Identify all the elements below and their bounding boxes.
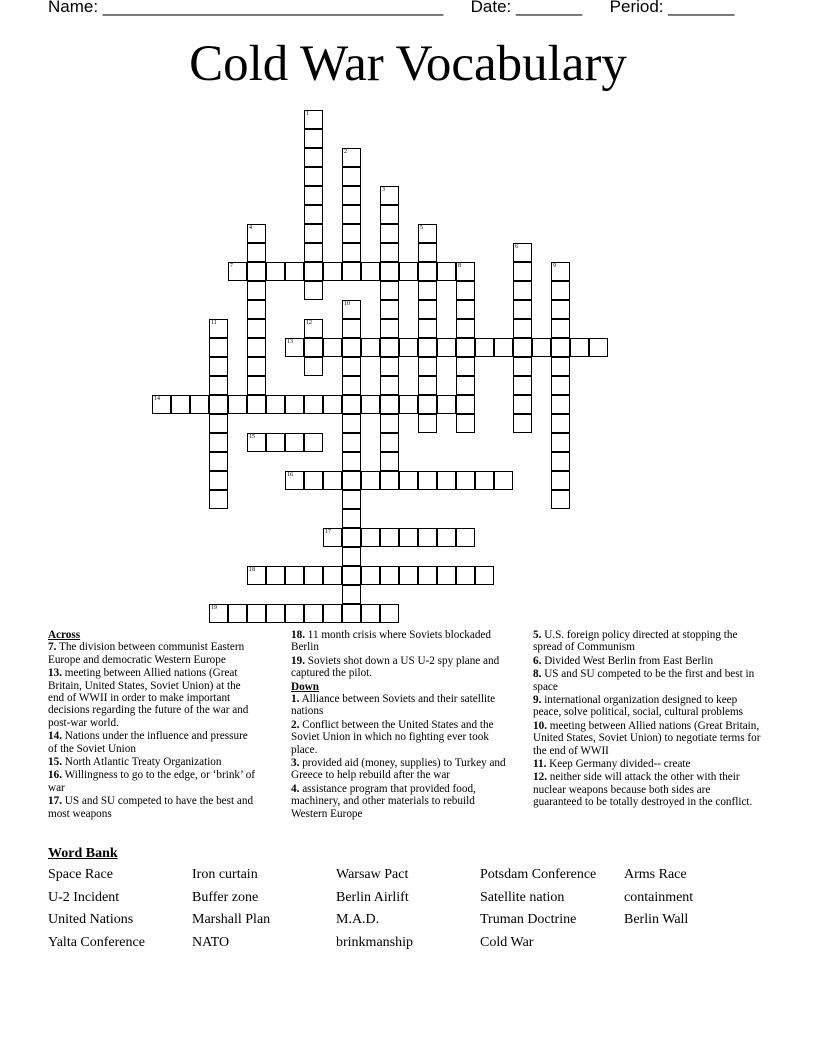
crossword-cell[interactable] xyxy=(247,338,266,357)
crossword-cell[interactable] xyxy=(399,471,418,490)
crossword-cell[interactable] xyxy=(342,585,361,604)
clue-number: 4 xyxy=(249,225,252,231)
date-field[interactable]: Date: _______ xyxy=(470,0,583,16)
crossword-cell[interactable] xyxy=(456,262,475,281)
word-bank-item: NATO xyxy=(192,934,230,950)
crossword-cell[interactable] xyxy=(342,566,361,585)
crossword-cell[interactable] xyxy=(285,566,304,585)
crossword-cell[interactable] xyxy=(418,395,437,414)
crossword-cell[interactable] xyxy=(342,186,361,205)
crossword-cell[interactable] xyxy=(266,262,285,281)
crossword-cell[interactable] xyxy=(456,376,475,395)
crossword-cell[interactable] xyxy=(494,338,513,357)
crossword-cell[interactable] xyxy=(437,395,456,414)
crossword-cell[interactable] xyxy=(513,281,532,300)
across-clue-16: 16. Willingness to go to the edge, or ‘brink’ of war xyxy=(48,769,256,794)
clue-number: 11 xyxy=(211,320,217,326)
crossword-cell[interactable] xyxy=(551,414,570,433)
word-bank-item: M.A.D. xyxy=(336,912,380,928)
crossword-cell[interactable] xyxy=(285,433,304,452)
crossword-cell[interactable] xyxy=(247,300,266,319)
word-bank-item: U-2 Incident xyxy=(48,889,120,905)
crossword-cell[interactable] xyxy=(437,566,456,585)
crossword-cell[interactable] xyxy=(380,319,399,338)
crossword-cell[interactable] xyxy=(342,357,361,376)
crossword-cell[interactable] xyxy=(285,395,304,414)
down-clue-5: 5. U.S. foreign policy directed at stopping the spread of Communism xyxy=(533,629,738,654)
crossword-cell[interactable] xyxy=(342,376,361,395)
across-clue-15: 15. North Atlantic Treaty Organization xyxy=(48,756,222,769)
crossword-cell[interactable] xyxy=(494,471,513,490)
crossword-cell[interactable] xyxy=(342,471,361,490)
clue-number: 5 xyxy=(420,225,423,231)
crossword-cell[interactable] xyxy=(342,490,361,509)
crossword-cell[interactable] xyxy=(380,395,399,414)
crossword-cell[interactable] xyxy=(418,319,437,338)
crossword-cell[interactable] xyxy=(437,528,456,547)
down-clue-10: 10. meeting between Allied nations (Great Britain, United States, Soviet Union) to negotiate terms for the end of WWII xyxy=(533,719,761,757)
crossword-cell[interactable] xyxy=(456,566,475,585)
crossword-cell[interactable] xyxy=(323,566,342,585)
crossword-cell[interactable] xyxy=(247,357,266,376)
crossword-cell[interactable] xyxy=(361,395,380,414)
crossword-cell[interactable] xyxy=(551,376,570,395)
clue-number: 3 xyxy=(382,187,385,193)
crossword-cell[interactable] xyxy=(380,224,399,243)
crossword-cell[interactable] xyxy=(323,395,342,414)
across-clue-19: 19. Soviets shot down a US U-2 spy plane and captured the pilot. xyxy=(291,654,500,680)
crossword-cell[interactable] xyxy=(551,357,570,376)
word-bank-item: brinkmanship xyxy=(336,934,413,950)
crossword-cell[interactable] xyxy=(304,357,323,376)
crossword-cell[interactable] xyxy=(209,376,228,395)
crossword-cell[interactable] xyxy=(418,566,437,585)
crossword-cell[interactable] xyxy=(209,319,228,338)
period-field[interactable]: Period: _______ xyxy=(609,0,735,16)
crossword-cell[interactable] xyxy=(342,205,361,224)
crossword-cell[interactable] xyxy=(418,281,437,300)
crossword-cell[interactable] xyxy=(399,395,418,414)
crossword-cell[interactable] xyxy=(247,604,266,623)
crossword-cell[interactable] xyxy=(418,471,437,490)
crossword-cell[interactable] xyxy=(152,395,171,414)
crossword-cell[interactable] xyxy=(342,300,361,319)
crossword-cell[interactable] xyxy=(304,167,323,186)
clue-number: 1 xyxy=(306,111,309,117)
crossword-cell[interactable] xyxy=(418,528,437,547)
crossword-cell[interactable] xyxy=(342,433,361,452)
crossword-cell[interactable] xyxy=(247,566,266,585)
clue-number: 12 xyxy=(306,320,312,326)
crossword-cell[interactable] xyxy=(380,338,399,357)
crossword-cell[interactable] xyxy=(513,395,532,414)
crossword-cell[interactable] xyxy=(304,281,323,300)
crossword-cell[interactable] xyxy=(209,414,228,433)
crossword-cell[interactable] xyxy=(323,262,342,281)
crossword-cell[interactable] xyxy=(513,300,532,319)
crossword-cell[interactable] xyxy=(380,604,399,623)
crossword-cell[interactable] xyxy=(209,490,228,509)
crossword-cell[interactable] xyxy=(551,319,570,338)
crossword-cell[interactable] xyxy=(342,319,361,338)
crossword-cell[interactable] xyxy=(228,262,247,281)
down-clue-4: 4. assistance program that provided food, machinery, and other materials to rebuild Western Europe xyxy=(291,782,476,820)
down-clue-12: 12. neither side will attack the other with their nuclear weapons because both sides are guaranteed to be totally destroyed in the conflict. xyxy=(533,771,753,809)
crossword-cell[interactable] xyxy=(513,357,532,376)
clue-number: 19 xyxy=(211,605,217,611)
crossword-cell[interactable] xyxy=(304,471,323,490)
word-bank-item: Satellite nation xyxy=(480,889,565,905)
crossword-cell[interactable] xyxy=(304,243,323,262)
word-bank-item: Potsdam Conference xyxy=(480,867,597,882)
name-field[interactable]: Name: ____________________________________ xyxy=(48,0,444,16)
crossword-cell[interactable] xyxy=(304,566,323,585)
crossword-cell[interactable] xyxy=(304,433,323,452)
crossword-cell[interactable] xyxy=(551,262,570,281)
crossword-cell[interactable] xyxy=(399,338,418,357)
crossword-cell[interactable] xyxy=(456,281,475,300)
crossword-cell[interactable] xyxy=(380,281,399,300)
word-bank-item: Berlin Wall xyxy=(624,912,689,928)
crossword-cell[interactable] xyxy=(171,395,190,414)
crossword-cell[interactable] xyxy=(209,604,228,623)
crossword-cell[interactable] xyxy=(380,300,399,319)
crossword-cell[interactable] xyxy=(418,338,437,357)
crossword-cell[interactable] xyxy=(456,300,475,319)
crossword-cell[interactable] xyxy=(456,338,475,357)
crossword-cell[interactable] xyxy=(418,376,437,395)
crossword-cell[interactable] xyxy=(380,186,399,205)
crossword-cell[interactable] xyxy=(418,262,437,281)
crossword-cell[interactable] xyxy=(513,319,532,338)
crossword-cell[interactable] xyxy=(456,528,475,547)
crossword-cell[interactable] xyxy=(266,566,285,585)
crossword-cell[interactable] xyxy=(342,167,361,186)
word-bank-item: Berlin Airlift xyxy=(336,889,409,905)
crossword-cell[interactable] xyxy=(399,566,418,585)
down-heading: Down xyxy=(291,680,319,693)
crossword-cell[interactable] xyxy=(437,471,456,490)
crossword-cell[interactable] xyxy=(513,414,532,433)
crossword-cell[interactable] xyxy=(551,300,570,319)
crossword-cell[interactable] xyxy=(380,452,399,471)
crossword-cell[interactable] xyxy=(380,376,399,395)
crossword-cell[interactable] xyxy=(418,300,437,319)
crossword-cell[interactable] xyxy=(437,262,456,281)
word-bank-item: Space Race xyxy=(48,867,113,882)
crossword-cell[interactable] xyxy=(513,262,532,281)
across-clue-14: 14. Nations under the influence and pressure of the Soviet Union xyxy=(48,730,248,755)
crossword-cell[interactable] xyxy=(342,148,361,167)
crossword-cell[interactable] xyxy=(304,224,323,243)
clue-number: 10 xyxy=(344,301,350,307)
clue-number: 17 xyxy=(325,529,331,535)
crossword-cell[interactable] xyxy=(456,414,475,433)
crossword-cell[interactable] xyxy=(513,243,532,262)
crossword-cell[interactable] xyxy=(304,604,323,623)
across-clue-7: 7. The division between communist Eastern Europe and democratic Western Europe xyxy=(48,641,245,666)
crossword-cell[interactable] xyxy=(266,433,285,452)
across-heading: Across xyxy=(48,629,81,641)
crossword-cell[interactable] xyxy=(513,376,532,395)
across-clue-13: 13. meeting between Allied nations (Great Britain, United States, Soviet Union) at the end of WWII in order to make important decisions regarding the future of the war and post-war world. xyxy=(48,667,249,729)
crossword-cell[interactable] xyxy=(209,452,228,471)
clue-number: 15 xyxy=(249,434,255,440)
crossword-cell[interactable] xyxy=(361,604,380,623)
crossword-cell[interactable] xyxy=(342,509,361,528)
crossword-cell[interactable] xyxy=(342,338,361,357)
clue-number: 8 xyxy=(458,263,461,269)
clue-number: 13 xyxy=(287,339,293,345)
across-clue-17: 17. US and SU competed to have the best and most weapons xyxy=(48,795,254,820)
crossword-cell[interactable] xyxy=(361,471,380,490)
crossword-cell[interactable] xyxy=(551,395,570,414)
clue-number: 14 xyxy=(154,396,160,402)
crossword-cell[interactable] xyxy=(323,338,342,357)
crossword-cell[interactable] xyxy=(247,224,266,243)
crossword-cell[interactable] xyxy=(304,148,323,167)
down-clue-11: 11. Keep Germany divided-- create xyxy=(533,758,691,771)
clue-number: 6 xyxy=(515,244,518,250)
crossword-cell[interactable] xyxy=(380,566,399,585)
crossword-cell[interactable] xyxy=(342,224,361,243)
crossword-cell[interactable] xyxy=(342,395,361,414)
crossword-cell[interactable] xyxy=(190,395,209,414)
crossword-cell[interactable] xyxy=(380,414,399,433)
crossword-cell[interactable] xyxy=(437,338,456,357)
crossword-cell[interactable] xyxy=(304,338,323,357)
word-bank-row xyxy=(48,935,768,958)
page-title: Cold War Vocabulary xyxy=(189,36,627,92)
crossword-cell[interactable] xyxy=(228,395,247,414)
clue-column-3 xyxy=(533,629,761,810)
crossword-cell[interactable] xyxy=(551,452,570,471)
crossword-cell[interactable] xyxy=(323,604,342,623)
crossword-cell[interactable] xyxy=(304,319,323,338)
crossword-cell[interactable] xyxy=(285,262,304,281)
crossword-cell[interactable] xyxy=(304,129,323,148)
crossword-cell[interactable] xyxy=(323,528,342,547)
crossword-cell[interactable] xyxy=(266,604,285,623)
word-bank-row xyxy=(48,867,768,890)
word-bank-item: Yalta Conference xyxy=(48,934,145,950)
crossword-cell[interactable] xyxy=(475,566,494,585)
word-bank-item: Truman Doctrine xyxy=(480,912,577,928)
crossword-cell[interactable] xyxy=(551,338,570,357)
word-bank-row xyxy=(48,890,768,913)
word-bank-row xyxy=(48,912,768,935)
crossword-cell[interactable] xyxy=(551,281,570,300)
word-bank-item: United Nations xyxy=(48,912,134,928)
crossword-cell[interactable] xyxy=(589,338,608,357)
crossword-cell[interactable] xyxy=(342,528,361,547)
crossword-cell[interactable] xyxy=(247,281,266,300)
crossword-cell[interactable] xyxy=(304,262,323,281)
crossword-cell[interactable] xyxy=(380,262,399,281)
word-bank-item: Warsaw Pact xyxy=(336,867,409,882)
crossword-cell[interactable] xyxy=(456,357,475,376)
crossword-cell[interactable] xyxy=(361,528,380,547)
word-bank-item: Marshall Plan xyxy=(192,912,271,928)
crossword-cell[interactable] xyxy=(380,205,399,224)
crossword-cell[interactable] xyxy=(380,243,399,262)
clue-number: 16 xyxy=(287,472,293,478)
clue-number: 7 xyxy=(230,263,233,269)
crossword-cell[interactable] xyxy=(209,357,228,376)
crossword-cell[interactable] xyxy=(285,471,304,490)
crossword-cell[interactable] xyxy=(304,205,323,224)
crossword-cell[interactable] xyxy=(361,262,380,281)
crossword-cell[interactable] xyxy=(361,566,380,585)
crossword-cell[interactable] xyxy=(247,262,266,281)
crossword-cell[interactable] xyxy=(228,604,247,623)
crossword-cell[interactable] xyxy=(342,262,361,281)
crossword-cell[interactable] xyxy=(285,604,304,623)
crossword-cell[interactable] xyxy=(456,319,475,338)
clue-number: 9 xyxy=(553,263,556,269)
crossword-cell[interactable] xyxy=(342,452,361,471)
crossword-cell[interactable] xyxy=(380,433,399,452)
crossword-cell[interactable] xyxy=(266,395,285,414)
word-bank-item: Cold War xyxy=(480,934,534,950)
word-bank-item: Arms Race xyxy=(624,867,687,882)
crossword-cell[interactable] xyxy=(342,414,361,433)
crossword-cell[interactable] xyxy=(304,110,323,129)
crossword-cell[interactable] xyxy=(304,186,323,205)
crossword-cell[interactable] xyxy=(323,471,342,490)
crossword-cell[interactable] xyxy=(209,433,228,452)
crossword-cell[interactable] xyxy=(209,471,228,490)
down-clue-6: 6. Divided West Berlin from East Berlin xyxy=(533,654,714,667)
clue-column-2 xyxy=(291,629,509,821)
crossword-cell[interactable] xyxy=(247,395,266,414)
down-clue-3: 3. provided aid (money, supplies) to Turkey and Greece to help rebuild after the war xyxy=(291,757,506,782)
crossword-cell[interactable] xyxy=(456,395,475,414)
crossword-cell[interactable] xyxy=(342,243,361,262)
clue-column-1 xyxy=(48,629,258,821)
word-bank-item: Buffer zone xyxy=(192,889,259,905)
crossword-cell[interactable] xyxy=(285,338,304,357)
clue-number: 18 xyxy=(249,567,255,573)
crossword-cell[interactable] xyxy=(570,338,589,357)
word-bank-title: Word Bank xyxy=(48,846,118,861)
crossword-cell[interactable] xyxy=(342,547,361,566)
crossword-cell[interactable] xyxy=(399,262,418,281)
down-clue-8: 8. US and SU competed to be the first and best in space xyxy=(533,668,755,693)
word-bank-item: Iron curtain xyxy=(192,867,258,882)
crossword-cell[interactable] xyxy=(209,395,228,414)
crossword-cell[interactable] xyxy=(380,471,399,490)
crossword-cell[interactable] xyxy=(247,433,266,452)
crossword-cell[interactable] xyxy=(247,319,266,338)
crossword-cell[interactable] xyxy=(209,338,228,357)
crossword-cell[interactable] xyxy=(551,471,570,490)
down-clue-2: 2. Conflict between the United States and the Soviet Union in which no fighting ever took place. xyxy=(291,718,494,756)
crossword-cell[interactable] xyxy=(380,357,399,376)
word-bank xyxy=(48,867,768,957)
down-clue-9: 9. international organization designed to keep peace, solve political, social, cultural problems xyxy=(533,694,744,719)
crossword-cell[interactable] xyxy=(551,433,570,452)
crossword-cell[interactable] xyxy=(418,414,437,433)
crossword-cell[interactable] xyxy=(551,490,570,509)
across-clue-18: 18. 11 month crisis where Soviets blockaded Berlin xyxy=(291,629,491,654)
word-bank-item: containment xyxy=(624,889,694,905)
crossword-cell[interactable] xyxy=(380,528,399,547)
crossword-cell[interactable] xyxy=(513,338,532,357)
crossword-cell[interactable] xyxy=(475,471,494,490)
crossword-cell[interactable] xyxy=(247,376,266,395)
crossword-cell[interactable] xyxy=(247,243,266,262)
crossword-cell[interactable] xyxy=(342,604,361,623)
crossword-cell[interactable] xyxy=(361,338,380,357)
crossword-cell[interactable] xyxy=(418,224,437,243)
crossword-cell[interactable] xyxy=(475,338,494,357)
clue-number: 2 xyxy=(344,149,347,155)
crossword-cell[interactable] xyxy=(304,395,323,414)
crossword-cell[interactable] xyxy=(399,528,418,547)
word-bank-item xyxy=(624,935,768,958)
crossword-cell[interactable] xyxy=(418,357,437,376)
crossword-cell[interactable] xyxy=(456,471,475,490)
crossword-cell[interactable] xyxy=(532,338,551,357)
down-clue-1: 1. Alliance between Soviets and their satellite nations xyxy=(291,693,496,718)
crossword-cell[interactable] xyxy=(418,243,437,262)
